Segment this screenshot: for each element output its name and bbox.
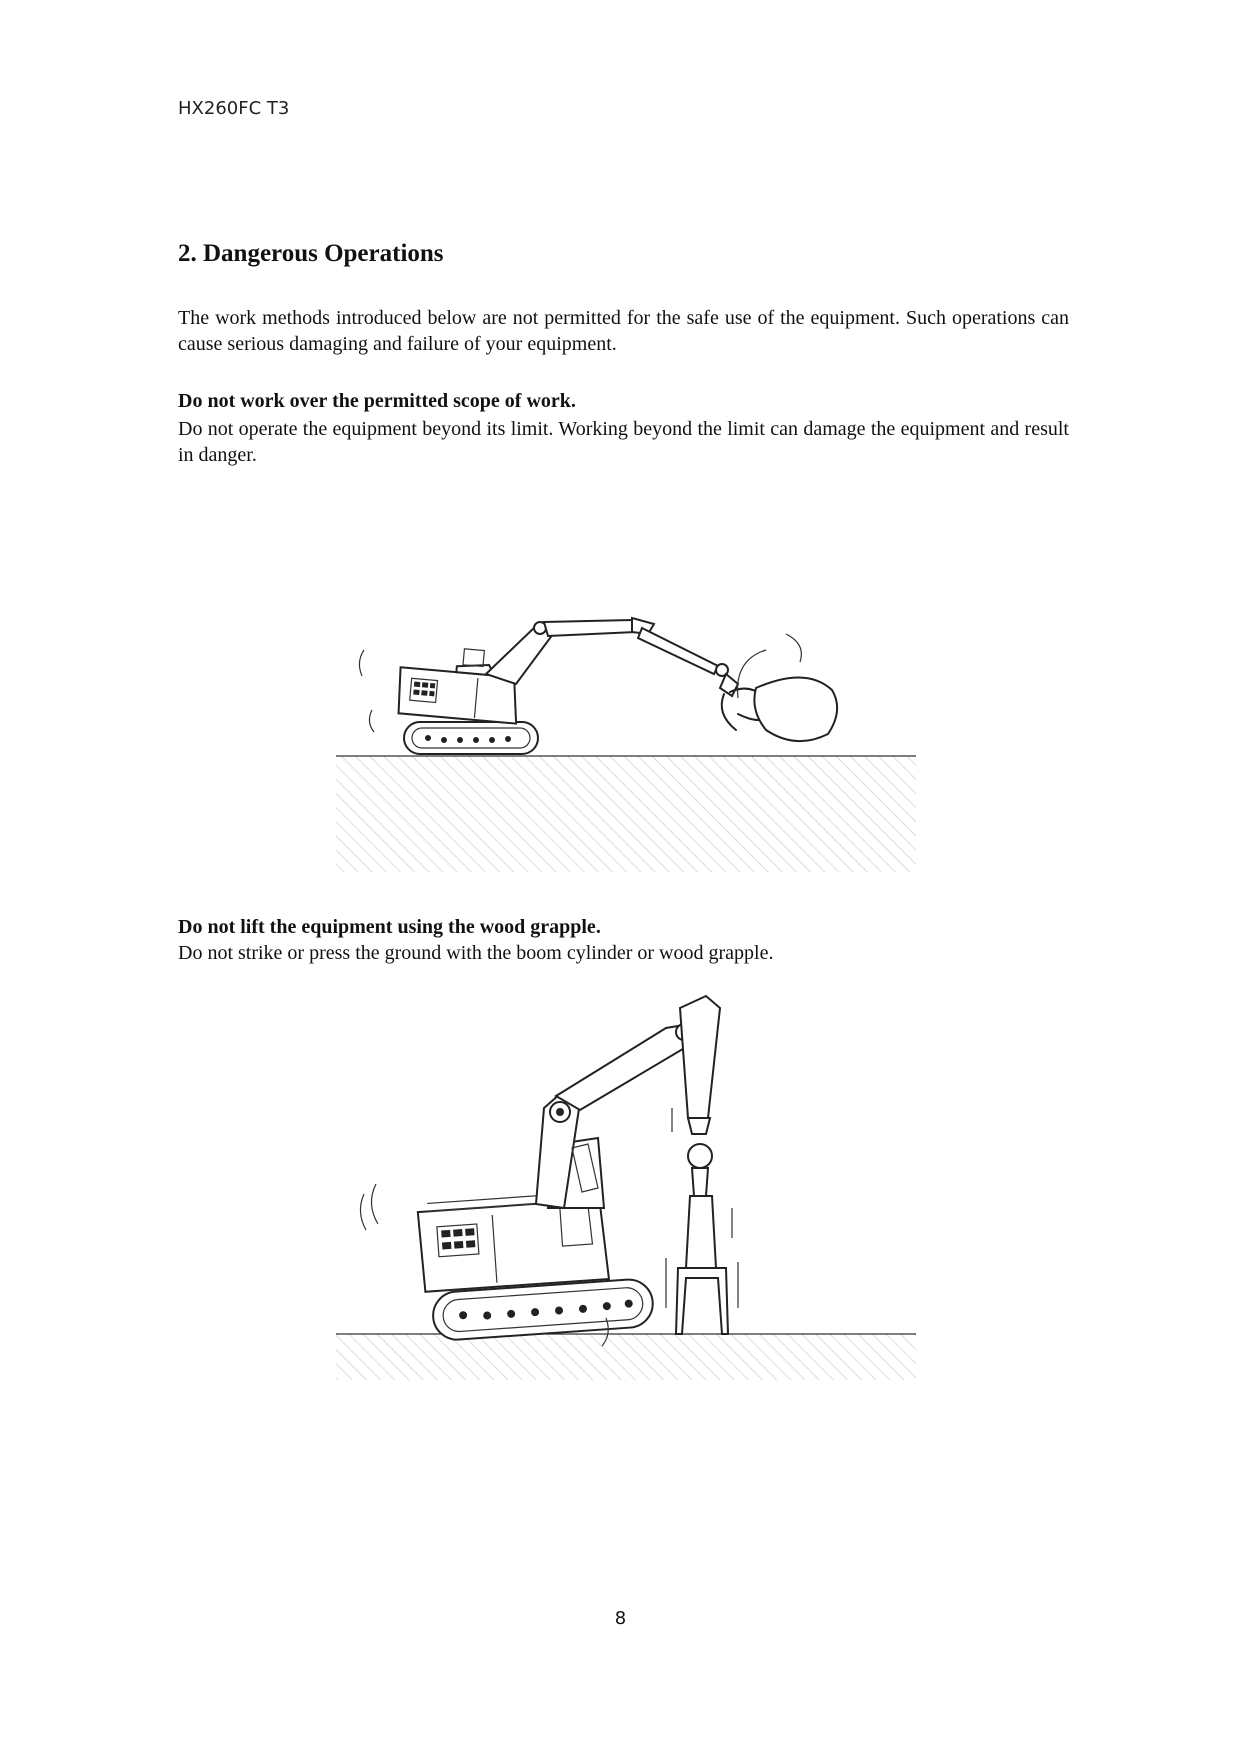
figure-grapple-lift-excavator [336, 968, 916, 1380]
section-intro: The work methods introduced below are not permitted for the safe use of the equipment. Such operations can cause serious damaging and failure of your equipment. [178, 307, 1069, 355]
page-number: 8 [614, 1608, 627, 1629]
figure-overreach-excavator [336, 610, 916, 872]
page-header-model: HX260FC T3 [178, 98, 290, 119]
item-2-body: Do not strike or press the ground with the boom cylinder or wood grapple. [178, 942, 774, 964]
item-1-body: Do not operate the equipment beyond its limit. Working beyond the limit can damage the equipment and result in danger. [178, 418, 1069, 466]
item-2-heading: Do not lift the equipment using the wood grapple. [178, 916, 601, 938]
item-1-heading: Do not work over the permitted scope of work. [178, 390, 576, 412]
section-title: 2. Dangerous Operations [178, 240, 444, 267]
